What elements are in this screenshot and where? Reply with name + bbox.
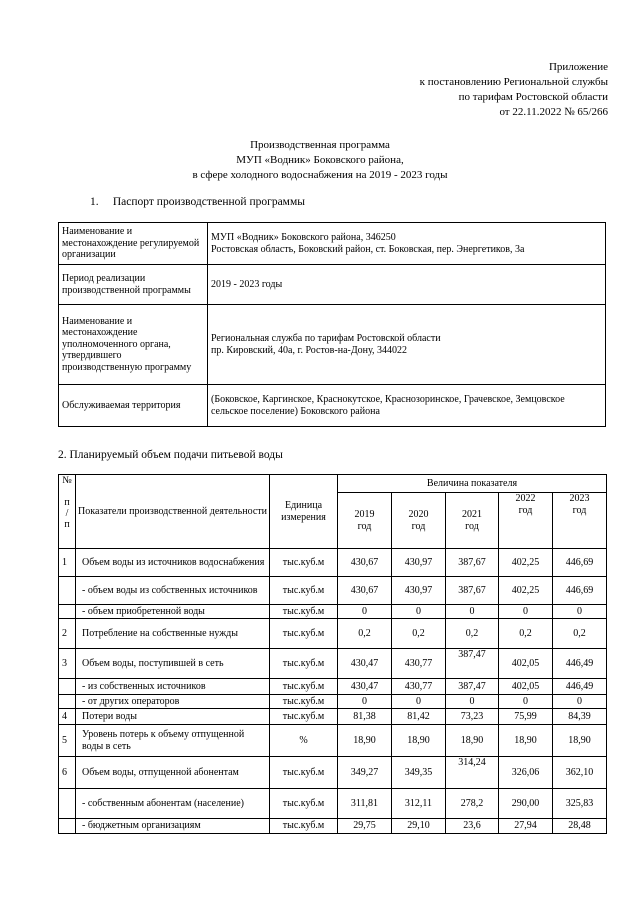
row-indicator: Потери воды	[76, 709, 270, 725]
row-value-2021: 314,24	[446, 757, 499, 789]
header-indicator: Показатели производственной деятельности	[76, 475, 270, 549]
document-title	[0, 138, 640, 183]
row-value-2022: 402,25	[499, 577, 553, 605]
row-num: 4	[59, 709, 76, 725]
row-value-2022: 27,94	[499, 819, 553, 834]
row-value-2021: 23,6	[446, 819, 499, 834]
row-indicator: Объем воды, отпущенной абонентам	[76, 757, 270, 789]
row-value-2021: 18,90	[446, 725, 499, 757]
row-indicator: Объем воды, поступившей в сеть	[76, 649, 270, 679]
row-value-2019: 0	[338, 605, 392, 619]
row-value-2020: 430,77	[392, 649, 446, 679]
row-num: 1	[59, 549, 76, 577]
row-value-2019: 0,2	[338, 619, 392, 649]
table-row	[59, 819, 607, 834]
row-value-2022: 75,99	[499, 709, 553, 725]
appendix-line-2: к постановлению Региональной службы	[419, 76, 608, 88]
section-1-number: 1.	[90, 196, 99, 208]
row-value-2019: 430,47	[338, 679, 392, 695]
row-unit: тыс.куб.м	[270, 549, 338, 577]
row-num	[59, 819, 76, 834]
row-unit: тыс.куб.м	[270, 605, 338, 619]
passport-label: Обслуживаемая территория	[59, 385, 208, 427]
row-indicator: - собственным абонентам (население)	[76, 789, 270, 819]
header-year-2023: 2023 год	[553, 493, 607, 549]
row-value-2021: 73,23	[446, 709, 499, 725]
row-indicator: - от других операторов	[76, 695, 270, 709]
row-value-2022: 0	[499, 605, 553, 619]
row-indicator: Уровень потерь к объему отпущенной воды в сеть	[76, 725, 270, 757]
row-unit: тыс.куб.м	[270, 649, 338, 679]
row-value-2019: 311,81	[338, 789, 392, 819]
row-unit: тыс.куб.м	[270, 757, 338, 789]
header-year-2020: 2020 год	[392, 493, 446, 549]
row-num: 3	[59, 649, 76, 679]
row-value-2020: 29,10	[392, 819, 446, 834]
row-value-2023: 362,10	[553, 757, 607, 789]
row-num: 5	[59, 725, 76, 757]
row-unit: тыс.куб.м	[270, 619, 338, 649]
passport-value: МУП «Водник» Боковского района, 346250 Ростовская область, Боковский район, ст. Боковская, пер. Энергетиков, 3а	[208, 223, 606, 265]
header-value-group: Величина показателя	[338, 475, 607, 493]
title-line-3: в сфере холодного водоснабжения на 2019 - 2023 годы	[192, 169, 448, 181]
passport-row	[59, 385, 606, 427]
table-row	[59, 725, 607, 757]
appendix-line-3: по тарифам Ростовской области	[458, 91, 608, 103]
row-unit: тыс.куб.м	[270, 577, 338, 605]
row-unit: тыс.куб.м	[270, 695, 338, 709]
row-num	[59, 605, 76, 619]
row-value-2022: 326,06	[499, 757, 553, 789]
appendix-line-1: Приложение	[548, 61, 608, 73]
row-unit: тыс.куб.м	[270, 679, 338, 695]
row-value-2020: 0	[392, 605, 446, 619]
row-value-2023: 84,39	[553, 709, 607, 725]
table-row	[59, 605, 607, 619]
row-indicator: - бюджетным организациям	[76, 819, 270, 834]
row-value-2021: 0	[446, 695, 499, 709]
table-row	[59, 577, 607, 605]
row-value-2021: 387,67	[446, 549, 499, 577]
row-value-2022: 402,25	[499, 549, 553, 577]
row-num	[59, 679, 76, 695]
row-value-2020: 430,97	[392, 577, 446, 605]
row-value-2020: 0	[392, 695, 446, 709]
row-unit: тыс.куб.м	[270, 819, 338, 834]
row-value-2022: 402,05	[499, 649, 553, 679]
row-value-2022: 18,90	[499, 725, 553, 757]
row-value-2019: 81,38	[338, 709, 392, 725]
row-value-2022: 402,05	[499, 679, 553, 695]
header-num: № п / п	[59, 475, 76, 549]
row-value-2020: 81,42	[392, 709, 446, 725]
header-year-2019: 2019 год	[338, 493, 392, 549]
row-indicator: - объем приобретенной воды	[76, 605, 270, 619]
passport-row	[59, 265, 606, 305]
row-value-2019: 29,75	[338, 819, 392, 834]
title-line-2: МУП «Водник» Боковского района,	[236, 154, 404, 166]
table-row	[59, 709, 607, 725]
appendix-block	[308, 60, 608, 120]
row-value-2021: 278,2	[446, 789, 499, 819]
passport-label: Наименование и местонахождение уполномоченного органа, утвердившего производственную программу	[59, 305, 208, 385]
title-line-1: Производственная программа	[250, 139, 390, 151]
passport-value: 2019 - 2023 годы	[208, 265, 606, 305]
row-num	[59, 577, 76, 605]
row-value-2020: 430,97	[392, 549, 446, 577]
table-row	[59, 679, 607, 695]
section-1-title: Паспорт производственной программы	[112, 196, 305, 208]
row-num: 2	[59, 619, 76, 649]
passport-label: Наименование и местонахождение регулируемой организации	[59, 223, 208, 265]
row-value-2023: 446,69	[553, 577, 607, 605]
row-value-2019: 430,67	[338, 577, 392, 605]
row-value-2021: 0	[446, 605, 499, 619]
table-row	[59, 757, 607, 789]
header-unit: Единица измерения	[270, 475, 338, 549]
row-value-2019: 18,90	[338, 725, 392, 757]
row-indicator: - из собственных источников	[76, 679, 270, 695]
row-num	[59, 695, 76, 709]
section-1-heading	[90, 196, 305, 210]
row-value-2023: 18,90	[553, 725, 607, 757]
passport-value: Региональная служба по тарифам Ростовской области пр. Кировский, 40а, г. Ростов-на-Дону, 344022	[208, 305, 606, 385]
row-value-2019: 0	[338, 695, 392, 709]
row-value-2023: 0	[553, 695, 607, 709]
row-value-2023: 0	[553, 605, 607, 619]
row-value-2020: 18,90	[392, 725, 446, 757]
row-value-2019: 430,47	[338, 649, 392, 679]
row-value-2022: 0	[499, 695, 553, 709]
row-indicator: Потребление на собственные нужды	[76, 619, 270, 649]
row-value-2022: 0,2	[499, 619, 553, 649]
row-value-2021: 0,2	[446, 619, 499, 649]
table-row	[59, 789, 607, 819]
row-value-2021: 387,47	[446, 649, 499, 679]
row-indicator: Объем воды из источников водоснабжения	[76, 549, 270, 577]
row-value-2019: 430,67	[338, 549, 392, 577]
passport-label: Период реализации производственной программы	[59, 265, 208, 305]
row-value-2023: 446,49	[553, 649, 607, 679]
row-value-2023: 446,49	[553, 679, 607, 695]
row-value-2023: 28,48	[553, 819, 607, 834]
table-row	[59, 549, 607, 577]
row-value-2021: 387,67	[446, 577, 499, 605]
table-row	[59, 649, 607, 679]
passport-table	[58, 222, 606, 427]
row-value-2021: 387,47	[446, 679, 499, 695]
header-year-2021: 2021 год	[446, 493, 499, 549]
row-value-2020: 349,35	[392, 757, 446, 789]
section-2-heading: 2. Планируемый объем подачи питьевой воды	[58, 449, 283, 461]
row-unit: %	[270, 725, 338, 757]
row-value-2019: 349,27	[338, 757, 392, 789]
row-unit: тыс.куб.м	[270, 789, 338, 819]
header-year-2022: 2022 год	[499, 493, 553, 549]
row-indicator: - объем воды из собственных источников	[76, 577, 270, 605]
row-value-2022: 290,00	[499, 789, 553, 819]
passport-row	[59, 305, 606, 385]
row-value-2023: 0,2	[553, 619, 607, 649]
passport-value: (Боковское, Каргинское, Краснокутское, Краснозоринское, Грачевское, Земцовское сельское поселение) Боковского района	[208, 385, 606, 427]
row-value-2023: 446,69	[553, 549, 607, 577]
row-value-2020: 312,11	[392, 789, 446, 819]
appendix-line-4: от 22.11.2022 № 65/266	[499, 106, 608, 118]
table-row	[59, 695, 607, 709]
volume-table	[58, 474, 607, 834]
row-value-2020: 0,2	[392, 619, 446, 649]
row-num: 6	[59, 757, 76, 789]
table-row	[59, 619, 607, 649]
row-value-2020: 430,77	[392, 679, 446, 695]
passport-row	[59, 223, 606, 265]
header-row-1	[59, 475, 607, 493]
row-num	[59, 789, 76, 819]
row-value-2023: 325,83	[553, 789, 607, 819]
row-unit: тыс.куб.м	[270, 709, 338, 725]
